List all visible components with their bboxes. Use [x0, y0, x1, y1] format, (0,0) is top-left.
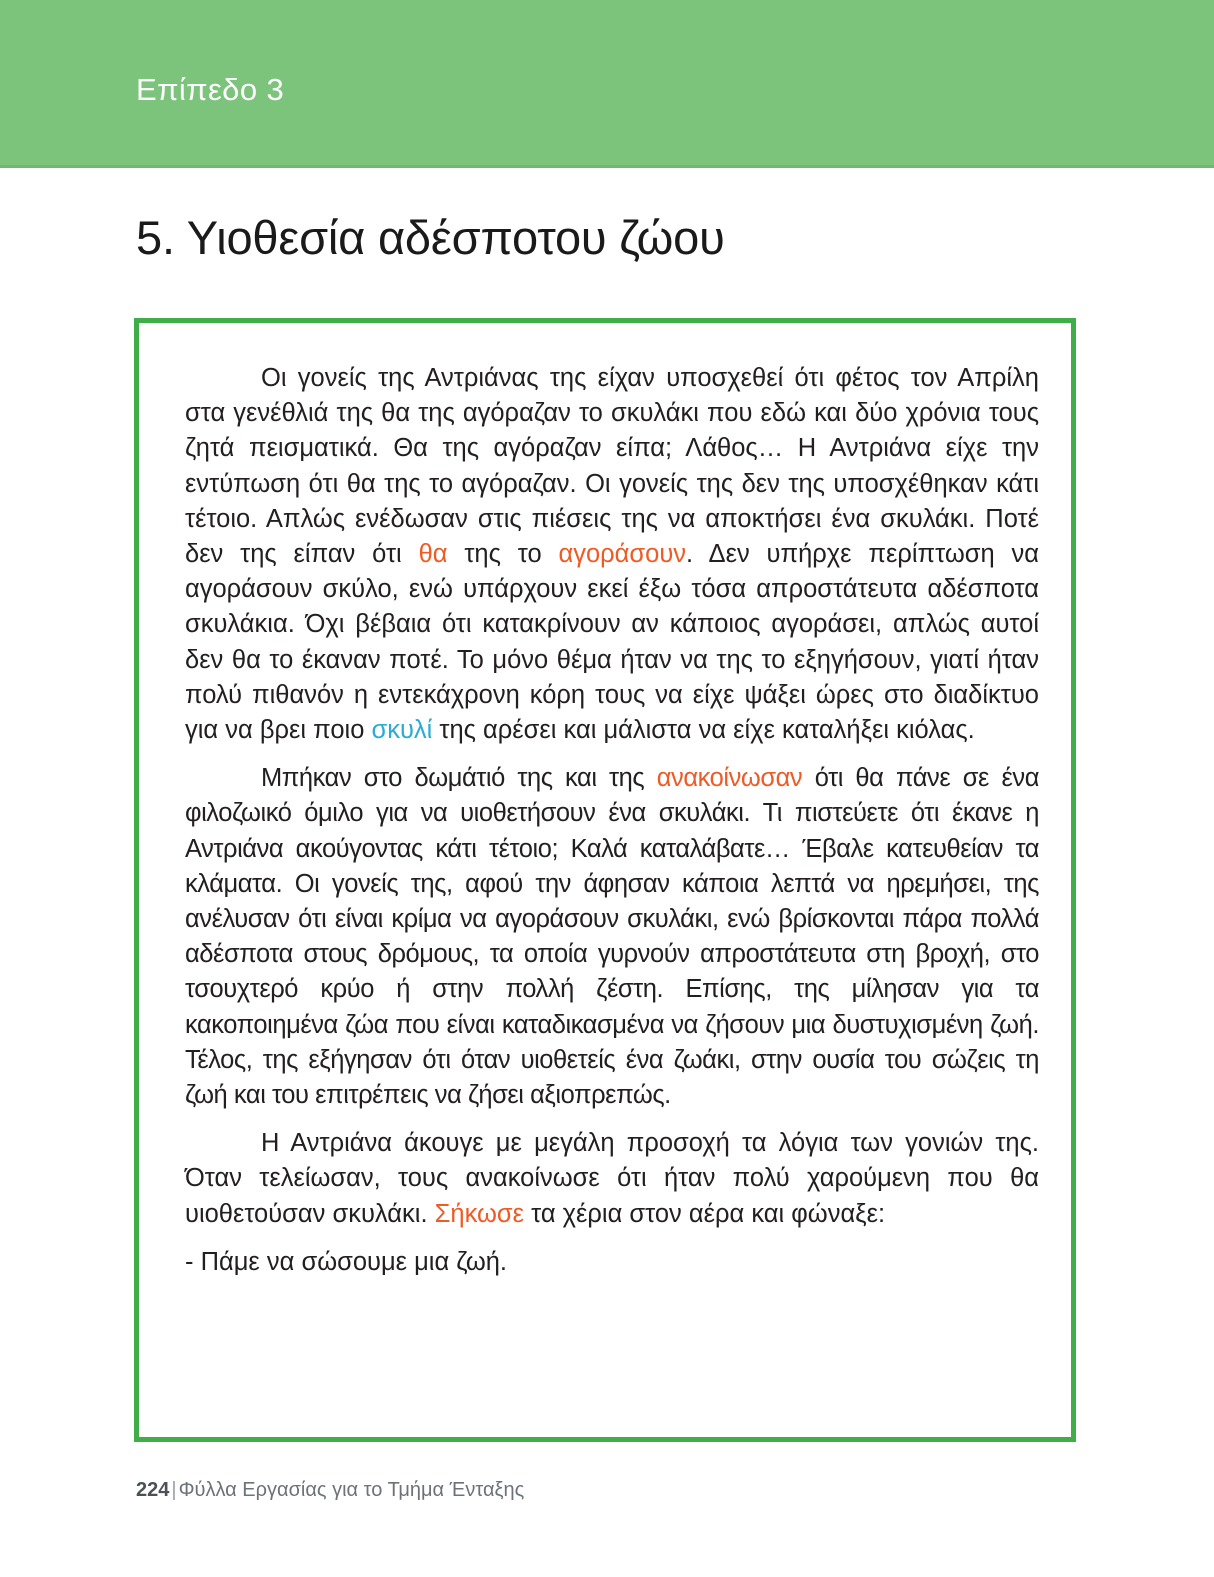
paragraph-1-text-d: της αρέσει και μάλιστα να είχε καταλήξει κιόλας.: [432, 716, 975, 745]
highlight-agorasoun: αγοράσουν: [558, 540, 687, 569]
footer-page-number: 224: [136, 1479, 170, 1501]
highlight-anakoinosan: ανακοίνωσαν: [656, 764, 803, 793]
footer-separator: |: [171, 1479, 177, 1501]
header-band: [0, 0, 1214, 168]
dialogue-line: - Πάμε να σώσουμε μια ζωή.: [185, 1247, 508, 1276]
paragraph-2: [185, 761, 1039, 1113]
passage-body: [185, 361, 1039, 1284]
highlight-sikose: Σήκωσε: [434, 1199, 525, 1228]
paragraph-2-text-a: Μπήκαν στο δωμάτιό της και της: [261, 764, 657, 793]
paragraph-2-text-b: ότι θα πάνε σε ένα φιλοζωικό όμιλο για να υιοθετήσουν ένα σκυλάκι. Τι πιστεύετε ότι έκανε η Αντριάνα ακούγοντας κάτι τέτοιο; Καλά καταλάβατε… Έβαλε κατευθείαν τα κλάματα. Οι γονείς της, αφού την άφησαν κάποια λεπτά να ηρεμήσει, της ανέλυσαν ότι είναι κρίμα να αγοράσουν σκυλάκι, ενώ βρίσκονται πάρα πολλά αδέσποτα στους δρόμους, τα οποία γυρνούν απροστάτευτα στη βροχή, στο τσουχτερό κρύο ή στην πολλή ζέστη. Επίσης, της μίλησαν για τα κακοποιημένα ζώα που είναι καταδικασμένα να ζήσουν μια δυστυχισμένη ζωή. Τέλος, της εξήγησαν ότι όταν υιοθετείς ένα ζωάκι, στην ουσία του σώζεις τη ζωή και του επιτρέπεις να ζήσει αξιοπρεπώς.: [185, 764, 1039, 1110]
paragraph-3-text-a: Η Αντριάνα άκουγε με μεγάλη προσοχή τα λόγια των γονιών της. Όταν τελείωσαν, τους ανακοίνωσε ότι ήταν πολύ χαρούμενη που θα υιοθετούσαν σκυλάκι.: [185, 1129, 1039, 1228]
paragraph-1-text-a: Οι γονείς της Αντριάνας της είχαν υποσχεθεί ότι φέτος τον Απρίλη στα γενέθλιά της θα της αγόραζαν το σκυλάκι που εδώ και δύο χρόνια τους ζητά πεισματικά. Θα της αγόραζαν είπα; Λάθος… Η Αντριάνα είχε την εντύπωση ότι θα της το αγόραζαν. Οι γονείς της δεν της υποσχέθηκαν κάτι τέτοιο. Απλώς ενέδωσαν στις πιέσεις της να αποκτήσει ένα σκυλάκι. Ποτέ δεν της είπαν ότι: [185, 364, 1039, 569]
paragraph-3: [185, 1126, 1039, 1232]
footer-title: Φύλλα Εργασίας για το Τμήμα Ένταξης: [178, 1479, 525, 1501]
highlight-tha: θα: [418, 540, 448, 569]
footer: [136, 1480, 524, 1500]
paragraph-1-text-b: της το: [447, 540, 559, 569]
highlight-skyli: σκυλί: [371, 716, 433, 745]
paragraph-1: [185, 361, 1039, 748]
page-title: 5. Υιοθεσία αδέσποτου ζώου: [136, 211, 725, 264]
paragraph-1-text-c: . Δεν υπήρχε περίπτωση να αγοράσουν σκύλο, ενώ υπάρχουν εκεί έξω τόσα απροστάτευτα αδέσποτα σκυλάκια. Όχι βέβαια ότι κατακρίνουν αν κάποιος αγοράσει, απλώς αυτοί δεν θα το έκαναν ποτέ. Το μόνο θέμα ήταν να της το εξηγήσουν, γιατί ήταν πολύ πιθανόν η εντεκάχρονη κόρη τους να είχε ψάξει ώρες στο διαδίκτυο για να βρει ποιο: [185, 540, 1039, 745]
passage-frame: [134, 318, 1076, 1442]
level-label: Επίπεδο 3: [136, 72, 285, 107]
paragraph-3-text-b: τα χέρια στον αέρα και φώναξε:: [524, 1199, 886, 1228]
